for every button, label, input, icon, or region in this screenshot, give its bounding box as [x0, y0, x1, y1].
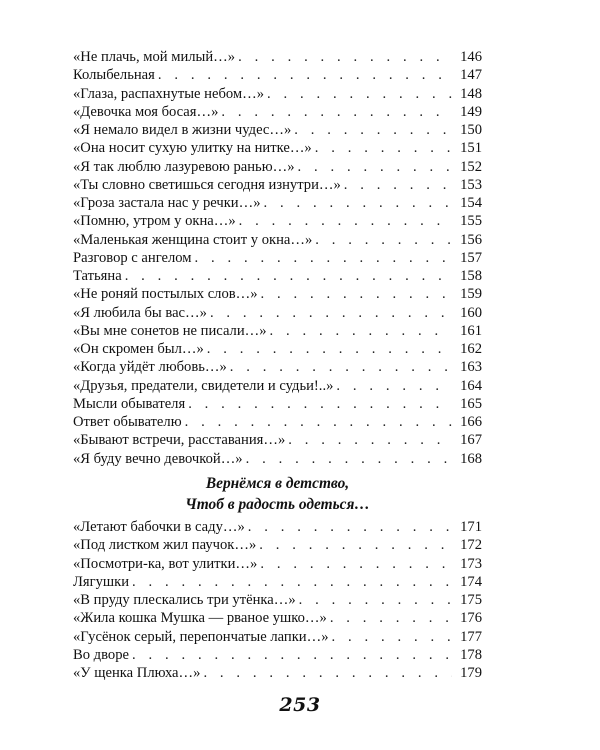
leader-dots [336, 377, 452, 395]
leader-dots [315, 231, 452, 249]
toc-entry-title: Разговор с ангелом [73, 249, 192, 266]
toc-entry[interactable] [73, 646, 482, 664]
toc-entry-title: Во дворе [73, 646, 129, 663]
toc-entry[interactable] [73, 555, 482, 573]
toc-entry-title: «Под листком жил паучок…» [73, 537, 257, 554]
toc-entry[interactable] [73, 413, 482, 431]
toc-entry[interactable] [73, 377, 482, 395]
toc-entry[interactable] [73, 450, 482, 468]
toc-entry[interactable] [73, 158, 482, 176]
leader-dots [188, 395, 452, 413]
toc-entry-title: «Жила кошка Мушка — рваное ушко…» [73, 610, 327, 627]
toc-entry[interactable] [73, 48, 482, 66]
toc-entry-page: 172 [460, 537, 482, 554]
toc-entry-page: 176 [460, 610, 482, 627]
leader-dots [158, 66, 452, 84]
leader-dots [230, 358, 452, 376]
leader-dots [288, 431, 452, 449]
leader-dots [185, 413, 452, 431]
toc-entry-page: 179 [460, 665, 482, 681]
toc-entry-page: 158 [460, 268, 482, 284]
toc-entry[interactable] [73, 573, 482, 591]
leader-dots [332, 628, 452, 646]
toc-entry-title: «Вы мне сонетов не писали…» [73, 322, 267, 339]
toc-entry-title: «Гусёнок серый, перепончатые лапки…» [73, 628, 329, 645]
toc-entry-page: 171 [460, 519, 482, 535]
toc-entry-page: 177 [460, 628, 482, 645]
toc-entry-title: «Маленькая женщина стоит у окна…» [73, 231, 313, 248]
toc-entry-page: 147 [460, 67, 482, 84]
toc-entry-page: 173 [460, 555, 482, 572]
toc-entry[interactable] [73, 518, 482, 536]
toc-entry-page: 154 [460, 195, 482, 211]
toc-entry[interactable] [73, 285, 482, 303]
leader-dots [294, 121, 452, 139]
leader-dots [315, 139, 452, 157]
toc-entry-page: 155 [460, 213, 482, 230]
section-heading-line-1: Вернёмся в детство, [205, 475, 350, 492]
toc-entry-title: «Я немало видел в жизни чудес…» [73, 122, 292, 138]
toc-entry-title: Лягушки [73, 573, 130, 590]
toc-entry-page: 161 [460, 322, 482, 339]
toc-entry[interactable] [73, 194, 482, 212]
toc-entry-title: Колыбельная [73, 67, 155, 84]
leader-dots [298, 158, 453, 176]
toc-entry[interactable] [73, 591, 482, 609]
toc-entry-page: 162 [460, 341, 482, 357]
toc-entry-page: 164 [460, 377, 482, 394]
toc-entry-title: «Она носит сухую улитку на нитке…» [73, 140, 312, 157]
toc-entry[interactable] [73, 395, 482, 413]
leader-dots [261, 285, 452, 303]
toc-entry[interactable] [73, 304, 482, 322]
toc-entry-title: «Друзья, предатели, свидетели и судьи!..» [73, 377, 334, 394]
leader-dots [259, 536, 452, 554]
toc-entry-title: «У щенка Плюха…» [73, 665, 201, 681]
toc-entry-title: «Бывают встречи, расставания…» [73, 432, 286, 449]
toc-entry-title: «Гроза застала нас у речки…» [73, 195, 261, 211]
leader-dots [248, 518, 452, 536]
toc-entry-page: 178 [460, 646, 482, 663]
toc-entry-title: «Помню, утром у окна…» [73, 213, 236, 230]
toc-entry[interactable] [73, 322, 482, 340]
toc-entry-page: 153 [460, 176, 482, 193]
toc-entry-title: «Не плачь, мой милый…» [73, 49, 236, 65]
toc-entry[interactable] [73, 139, 482, 157]
leader-dots [125, 267, 452, 285]
toc-entry-page: 156 [460, 231, 482, 248]
toc-entry-page: 168 [460, 450, 482, 467]
toc-entry-title: «В пруду плескались три утёнка…» [73, 592, 296, 608]
toc-entry-page: 167 [460, 432, 482, 449]
leader-dots [239, 212, 452, 230]
leader-dots [207, 340, 452, 358]
toc-entry-title: Ответ обывателю [73, 414, 182, 430]
toc-entry-title: Татьяна [73, 268, 122, 284]
leader-dots [267, 85, 452, 103]
section-heading [73, 473, 482, 515]
toc-entry-page: 175 [460, 592, 482, 608]
leader-dots [221, 103, 452, 121]
toc-entry[interactable] [73, 121, 482, 139]
toc-entry-page: 151 [460, 140, 482, 157]
toc-entry-page: 166 [460, 414, 482, 430]
toc-entry[interactable] [73, 249, 482, 267]
toc-entry-title: «Глаза, распахнутые небом…» [73, 85, 265, 102]
leader-dots [299, 591, 452, 609]
toc-entry-page: 149 [460, 103, 482, 120]
toc-entry-title: «Он скромен был…» [73, 341, 204, 357]
leader-dots [264, 194, 453, 212]
toc-entry-page: 163 [460, 359, 482, 376]
leader-dots [195, 249, 452, 267]
leader-dots [132, 573, 452, 591]
toc-entry-page: 150 [460, 122, 482, 138]
toc-entry-title: «Не роняй постылых слов…» [73, 286, 258, 303]
toc-entry-title: «Я буду вечно девочкой…» [73, 450, 243, 467]
leader-dots [330, 609, 452, 627]
toc-entry-title: «Ты словно светишься сегодня изнутри…» [73, 176, 341, 193]
toc-entry-title: «Девочка моя босая…» [73, 103, 219, 120]
toc-entry[interactable] [73, 609, 482, 627]
toc-entry-title: «Я любила бы вас…» [73, 304, 207, 321]
toc-entry-page: 165 [460, 395, 482, 412]
toc-entry[interactable] [73, 664, 482, 682]
toc-entry[interactable] [73, 628, 482, 646]
toc-entry[interactable] [73, 66, 482, 84]
toc-entry[interactable] [73, 176, 482, 194]
toc-entry-page: 160 [460, 304, 482, 321]
toc-entry-title: «Я так люблю лазуревою ранью…» [73, 158, 295, 175]
toc-entry-page: 152 [460, 158, 482, 175]
leader-dots [203, 664, 452, 682]
toc-entry-title: «Летают бабочки в саду…» [73, 519, 245, 535]
leader-dots [260, 555, 452, 573]
leader-dots [132, 646, 452, 664]
leader-dots [344, 176, 452, 194]
toc-entry-page: 146 [460, 49, 482, 65]
toc-entry-page: 148 [460, 85, 482, 102]
toc-list-first [73, 48, 482, 468]
toc-entry-title: Мысли обывателя [73, 395, 186, 412]
leader-dots [270, 322, 452, 340]
section-heading-line-2: Чтоб в радость одеться… [185, 496, 370, 513]
toc-entry-page: 159 [460, 286, 482, 303]
toc-entry-title: «Посмотри-ка, вот улитки…» [73, 555, 258, 572]
toc-entry[interactable] [73, 212, 482, 230]
leader-dots [246, 450, 452, 468]
toc-entry[interactable] [73, 85, 482, 103]
leader-dots [210, 304, 452, 322]
toc-list-second [73, 518, 482, 682]
toc-entry[interactable] [73, 267, 482, 285]
toc-entry[interactable] [73, 431, 482, 449]
toc-entry-page: 157 [460, 249, 482, 266]
toc-entry[interactable] [73, 358, 482, 376]
toc-entry[interactable] [73, 103, 482, 121]
page-number: 253 [279, 694, 321, 716]
toc-entry[interactable] [73, 340, 482, 358]
toc-entry-title: «Когда уйдёт любовь…» [73, 359, 227, 376]
leader-dots [238, 48, 452, 66]
toc-entry[interactable] [73, 536, 482, 554]
toc-entry[interactable] [73, 231, 482, 249]
toc-entry-page: 174 [460, 573, 482, 590]
